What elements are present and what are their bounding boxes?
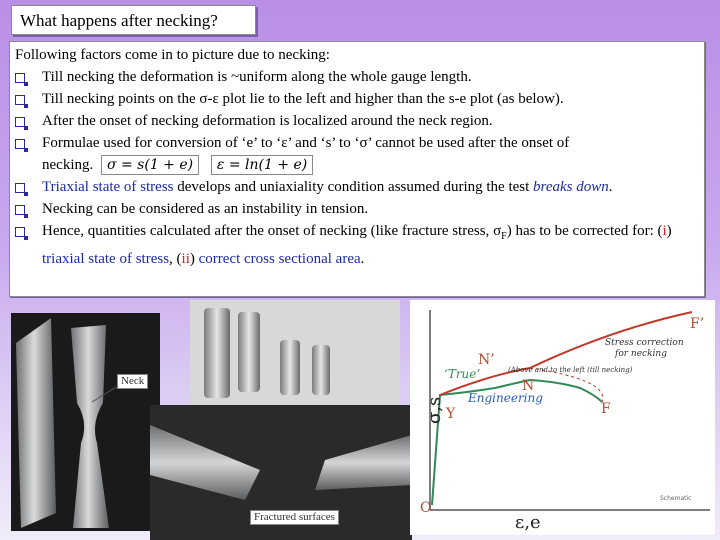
y-axis-label: σ,s [424, 396, 445, 424]
bullet-icon [15, 95, 25, 105]
correction-note-1: Stress correction [605, 338, 684, 348]
stress-strain-diagram [410, 300, 715, 535]
fracture-true-point: F’ [690, 316, 705, 332]
necked-specimen-photo [11, 313, 160, 531]
specimen-set-photo [190, 300, 400, 408]
bullet-item: Triaxial state of stress develops and uniaxiality condition assumed during the test breaks down. [15, 176, 700, 198]
schematic-note: Schematic [660, 495, 692, 502]
bullet-item: Necking can be considered as an instability in tension. [15, 198, 700, 220]
engineering-curve-label: Engineering [468, 391, 543, 405]
correction-note-2: for necking [615, 349, 667, 359]
bullet-icon [15, 73, 25, 83]
slide-title: What happens after necking? [11, 5, 256, 35]
neck-label: Neck [117, 374, 148, 389]
bullet-item: Hence, quantities calculated after the onset of necking (like fracture stress, $\sigma_F$) has to be corrected for: (i) triaxial state of stress, (ii) correct cross sectional area. [15, 220, 700, 270]
content-box [9, 41, 705, 297]
bullet-icon [15, 183, 25, 193]
bullet-icon [15, 117, 25, 127]
yield-point: Y [446, 406, 456, 422]
x-axis-label: ε,e [515, 512, 541, 533]
true-curve-label: ‘True’ [444, 367, 481, 381]
formula-stress: σ = s(1 + e) [101, 155, 199, 175]
fractured-surfaces-label: Fractured surfaces [250, 510, 339, 525]
bullet-icon [15, 139, 25, 149]
formula-strain: ε = ln(1 + e) [211, 155, 313, 175]
bullet-item: Formulae used for conversion of ‘e’ to ‘ε’ and ‘s’ to ‘σ’ cannot be used after the onset of necking. σ = s(1 + e) ε = ln(1 + e) [15, 132, 700, 176]
bullet-item: After the onset of necking deformation is localized around the neck region. [15, 110, 700, 132]
neck-leader-line [90, 380, 120, 405]
fracture-eng-point: F [601, 401, 611, 417]
bullet-item: Till necking points on the σ-ε plot lie to the left and higher than the s-e plot (as below). [15, 88, 700, 110]
neck-eng-point: N [522, 378, 535, 394]
bullet-icon [15, 227, 25, 237]
intro-text: Following factors come in to picture due to necking: [15, 47, 330, 63]
neck-true-point: N’ [478, 352, 495, 368]
origin-label: O [420, 500, 432, 516]
necking-note: (Above and to the left (till necking) [508, 366, 633, 374]
bullet-icon [15, 205, 25, 215]
bullet-list [15, 66, 700, 270]
bullet-item: Till necking the deformation is ~uniform along the whole gauge length. [15, 66, 700, 88]
